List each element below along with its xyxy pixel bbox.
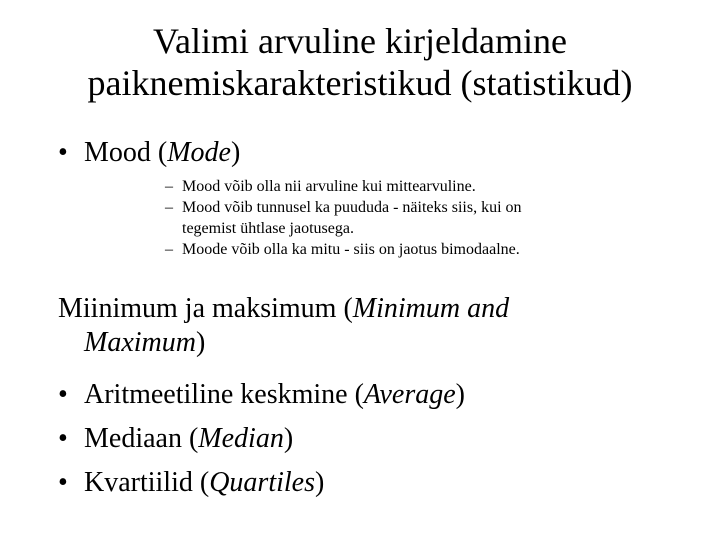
sub-item-3-text: Moode võib olla ka mitu - siis on jaotus bimodaalne. [182, 241, 520, 258]
sub-item-2-text: Mood võib tunnusel ka puududa - näiteks siis, kui on [182, 199, 522, 216]
minmax-en-1: Minimum and [352, 293, 510, 324]
minmax-text: Miinimum ja maksimum ( [58, 293, 353, 324]
sub-item-1-text: Mood võib olla nii arvuline kui mittearvuline. [182, 178, 476, 195]
minmax-paragraph [58, 292, 678, 360]
bullet-median-en: Median [198, 423, 284, 454]
bullet-average-text: Aritmeetiline keskmine ( [84, 379, 364, 410]
bullet-quartiles-close: ) [314, 467, 325, 498]
slide-title [0, 20, 720, 104]
dash-glyph: – [165, 178, 173, 195]
bullet-quartiles-text: Kvartiilid ( [84, 467, 210, 498]
bullet-quartiles-en: Quartiles [209, 467, 315, 498]
bullet-median [58, 422, 293, 456]
bullet-dot: • [58, 137, 68, 168]
dash-glyph: – [165, 241, 173, 258]
dash-glyph: – [165, 199, 173, 216]
minmax-en-2: Maximum [84, 327, 196, 358]
bullet-average-close: ) [455, 379, 465, 410]
bullet-median-text: Mediaan ( [84, 423, 199, 454]
sub-item-1 [165, 176, 665, 197]
bullet-quartiles [58, 466, 324, 500]
sub-item-3 [165, 239, 665, 260]
bullet-average-en: Average [363, 379, 456, 410]
bullet-dot: • [58, 379, 68, 410]
bullet-median-close: ) [283, 423, 294, 454]
bullet-mood-close: ) [231, 137, 241, 168]
bullet-dot: • [58, 423, 68, 454]
minmax-close: ) [195, 327, 206, 358]
bullet-average [58, 378, 465, 412]
title-line-1: Valimi arvuline kirjeldamine [153, 21, 567, 61]
mood-sub-list [165, 176, 665, 260]
bullet-mood-en: Mode [167, 137, 231, 168]
title-line-2: paiknemiskarakteristikud (statistikud) [87, 63, 633, 103]
bullet-mood-text: Mood ( [84, 137, 168, 168]
bullet-dot: • [58, 467, 68, 498]
bullet-mood [58, 136, 240, 170]
sub-item-2 [165, 197, 665, 239]
sub-item-2-cont: tegemist ühtlase jaotusega. [182, 220, 354, 237]
